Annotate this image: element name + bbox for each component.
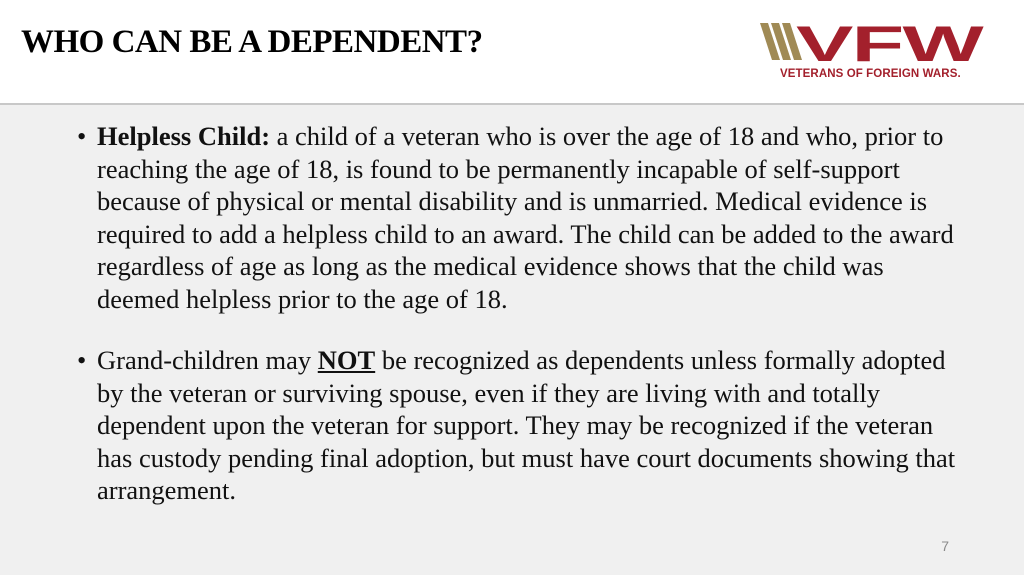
bullet-emphasis: NOT: [317, 345, 376, 375]
slide-header: [0, 0, 1024, 105]
slide-title: WHO CAN BE A DEPENDENT?: [21, 24, 483, 60]
vfw-logo-letters: VFW: [796, 20, 985, 66]
bullet-text-before: Grand-children may: [97, 345, 318, 375]
bullet-grand-children: [77, 344, 957, 507]
page-number: 7: [941, 538, 949, 554]
vfw-logo-tagline: VETERANS OF FOREIGN WARS.: [780, 68, 961, 80]
bullet-marker: •: [77, 121, 87, 151]
bullet-list: [77, 120, 957, 507]
vfw-logo: [760, 20, 985, 86]
vfw-logo-mark: [760, 20, 985, 66]
bullet-marker: •: [77, 345, 87, 375]
bullet-text-after: be recognized as dependents unless formally adopted by the veteran or surviving spouse, even if they are living with and totally dependent upon the veteran for support. They may be recognized if the veteran has custody pending final adoption, but must have court documents showing that arrangement.: [97, 345, 956, 505]
bullet-lead-term: Helpless Child:: [97, 121, 271, 151]
bullet-text: a child of a veteran who is over the age of 18 and who, prior to reaching the age of 18, is found to be permanently incapable of self-support because of physical or mental disability and is unmarried. Medical evidence is required to add a helpless child to an award. The child can be added to the award regardless of age as long as the medical evidence shows that the child was deemed helpless prior to the age of 18.: [97, 121, 954, 314]
bullet-helpless-child: [77, 120, 957, 315]
